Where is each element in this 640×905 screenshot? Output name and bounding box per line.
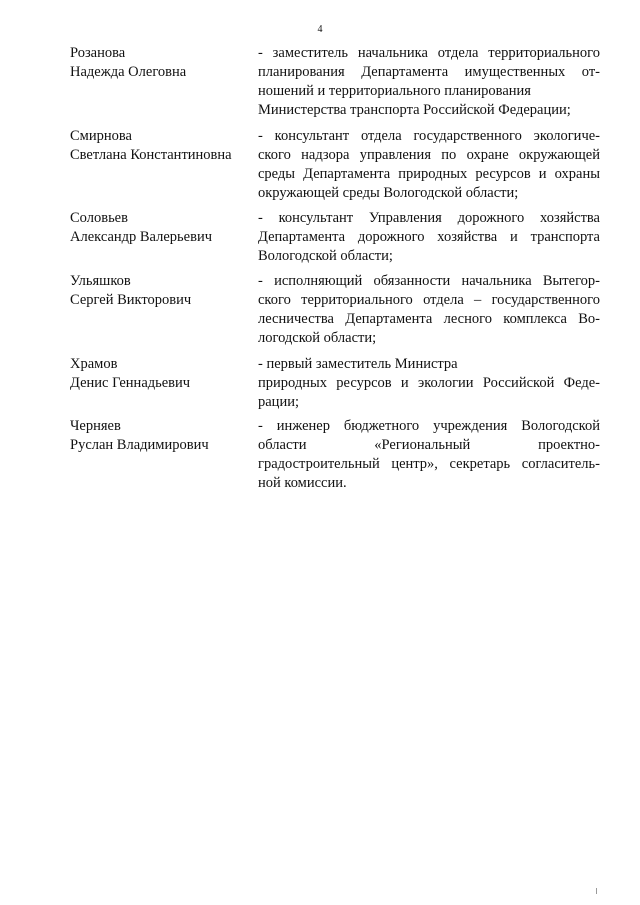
position-line: ского территориального отдела – государственного	[258, 292, 600, 308]
position-line: рации;	[258, 394, 299, 410]
member-name	[70, 127, 250, 165]
position-line: среды Департамента природных ресурсов и охраны	[258, 166, 600, 182]
position-line: - первый заместитель Министра	[258, 356, 458, 372]
position-line: - заместитель начальника отдела территориального	[258, 45, 600, 61]
member-surname: Соловьев	[70, 210, 128, 226]
position-line: планирования Департамента имущественных от-	[258, 64, 600, 80]
member-given-names: Светлана Константиновна	[70, 147, 232, 163]
position-line: ского надзора управления по охране окружающей	[258, 147, 600, 163]
member-given-names: Надежда Олеговна	[70, 64, 187, 80]
member-surname: Храмов	[70, 356, 118, 372]
member-name	[70, 272, 250, 310]
member-surname: Черняев	[70, 418, 121, 434]
position-line: - консультант Управления дорожного хозяйства	[258, 210, 600, 226]
member-name	[70, 209, 250, 247]
position-line: ношений и территориального планирования	[258, 83, 531, 99]
member-surname: Розанова	[70, 45, 126, 61]
position-line: градостроительный центр», секретарь согласитель-	[258, 456, 600, 472]
position-line: Министерства транспорта Российской Федерации;	[258, 102, 571, 118]
position-line: области «Региональный проектно-	[258, 437, 600, 453]
position-line: - инженер бюджетного учреждения Вологодской	[258, 418, 600, 434]
position-line: окружающей среды Вологодской области;	[258, 185, 519, 201]
member-given-names: Александр Валерьевич	[70, 229, 212, 245]
member-given-names: Руслан Владимирович	[70, 437, 209, 453]
member-given-names: Сергей Викторович	[70, 292, 192, 308]
position-line: ной комиссии.	[258, 475, 347, 491]
member-position	[258, 272, 600, 348]
position-line: Департамента дорожного хозяйства и транспорта	[258, 229, 600, 245]
member-name	[70, 44, 250, 82]
member-position	[258, 209, 600, 266]
member-position	[258, 127, 600, 203]
member-name	[70, 417, 250, 455]
position-line: - исполняющий обязанности начальника Вытегор-	[258, 273, 600, 289]
position-line: логодской области;	[258, 330, 377, 346]
scan-mark	[596, 888, 597, 894]
member-surname: Смирнова	[70, 128, 132, 144]
member-position	[258, 355, 600, 412]
page-number: 4	[317, 24, 323, 35]
member-position	[258, 44, 600, 120]
position-line: Вологодской области;	[258, 248, 393, 264]
member-name	[70, 355, 250, 393]
position-line: природных ресурсов и экологии Российской Феде-	[258, 375, 600, 391]
position-line: лесничества Департамента лесного комплекса Во-	[258, 311, 600, 327]
position-line: - консультант отдела государственного экологиче-	[258, 128, 600, 144]
member-given-names: Денис Геннадьевич	[70, 375, 191, 391]
member-position	[258, 417, 600, 493]
member-surname: Ульяшков	[70, 273, 131, 289]
